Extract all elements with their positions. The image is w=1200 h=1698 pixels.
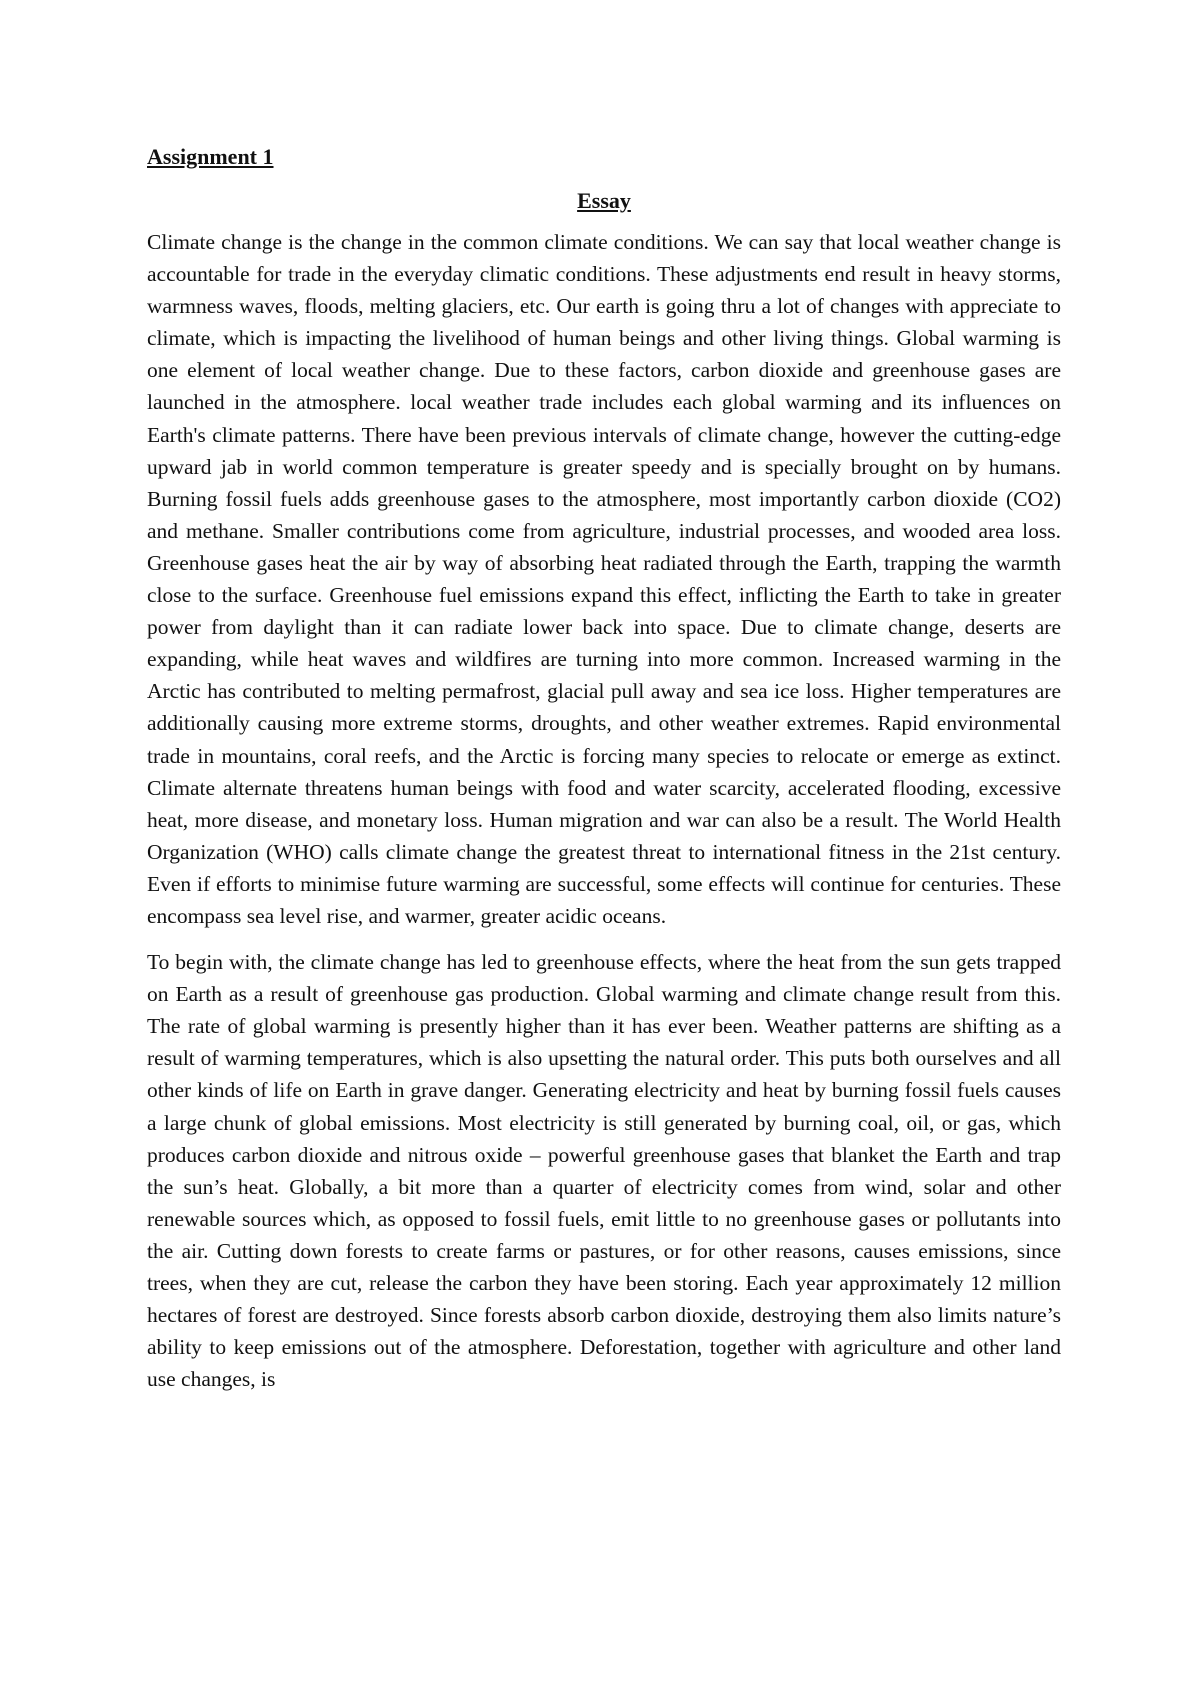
document-subtitle: Essay xyxy=(577,188,631,213)
paragraph-1: Climate change is the change in the common climate conditions. We can say that local weather change is accountable for trade in the everyday climatic conditions. These adjustments end result in heavy storms, warmness waves, floods, melting glaciers, etc. Our earth is going thru a lot of changes with appreciate to climate, which is impacting the livelihood of human beings and other living things. Global warming is one element of local weather change. Due to these factors, carbon dioxide and greenhouse gases are launched in the atmosphere. local weather trade includes each global warming and its influences on Earth's climate patterns. There have been previous intervals of climate change, however the cutting-edge upward jab in world common temperature is greater speedy and is specially brought on by humans. Burning fossil fuels adds greenhouse gases to the atmosphere, most importantly carbon dioxide (CO2) and methane. Smaller contributions come from agriculture, industrial processes, and wooded area loss. Greenhouse gases heat the air by way of absorbing heat radiated through the Earth, trapping the warmth close to the surface. Greenhouse fuel emissions expand this effect, inflicting the Earth to take in greater power from daylight than it can radiate lower back into space. Due to climate change, deserts are expanding, while heat waves and wildfires are turning into more common. Increased warming in the Arctic has contributed to melting permafrost, glacial pull away and sea ice loss. Higher temperatures are additionally causing more extreme storms, droughts, and other weather extremes. Rapid environmental trade in mountains, coral reefs, and the Arctic is forcing many species to relocate or emerge as extinct. Climate alternate threatens human beings with food and water scarcity, accelerated flooding, excessive heat, more disease, and monetary loss. Human migration and war can also be a result. The World Health Organization (WHO) calls climate change the greatest threat to international fitness in the 21st century. Even if efforts to minimise future warming are successful, some effects will continue for centuries. These encompass sea level rise, and warmer, greater acidic oceans. xyxy=(147,230,1061,928)
document-title: Assignment 1 xyxy=(147,144,274,169)
document-body xyxy=(147,142,1061,1409)
paragraph-2: To begin with, the climate change has led to greenhouse effects, where the heat from the sun gets trapped on Earth as a result of greenhouse gas production. Global warming and climate change result from this. The rate of global warming is presently higher than it has ever been. Weather patterns are shifting as a result of warming temperatures, which is also upsetting the natural order. This puts both ourselves and all other kinds of life on Earth in grave danger. Generating electricity and heat by burning fossil fuels causes a large chunk of global emissions. Most electricity is still generated by burning coal, oil, or gas, which produces carbon dioxide and nitrous oxide – powerful greenhouse gases that blanket the Earth and trap the sun’s heat. Globally, a bit more than a quarter of electricity comes from wind, solar and other renewable sources which, as opposed to fossil fuels, emit little to no greenhouse gases or pollutants into the air. Cutting down forests to create farms or pastures, or for other reasons, causes emissions, since trees, when they are cut, release the carbon they have been storing. Each year approximately 12 million hectares of forest are destroyed. Since forests absorb carbon dioxide, destroying them also limits nature’s ability to keep emissions out of the atmosphere. Deforestation, together with agriculture and other land use changes, is xyxy=(147,950,1061,1392)
